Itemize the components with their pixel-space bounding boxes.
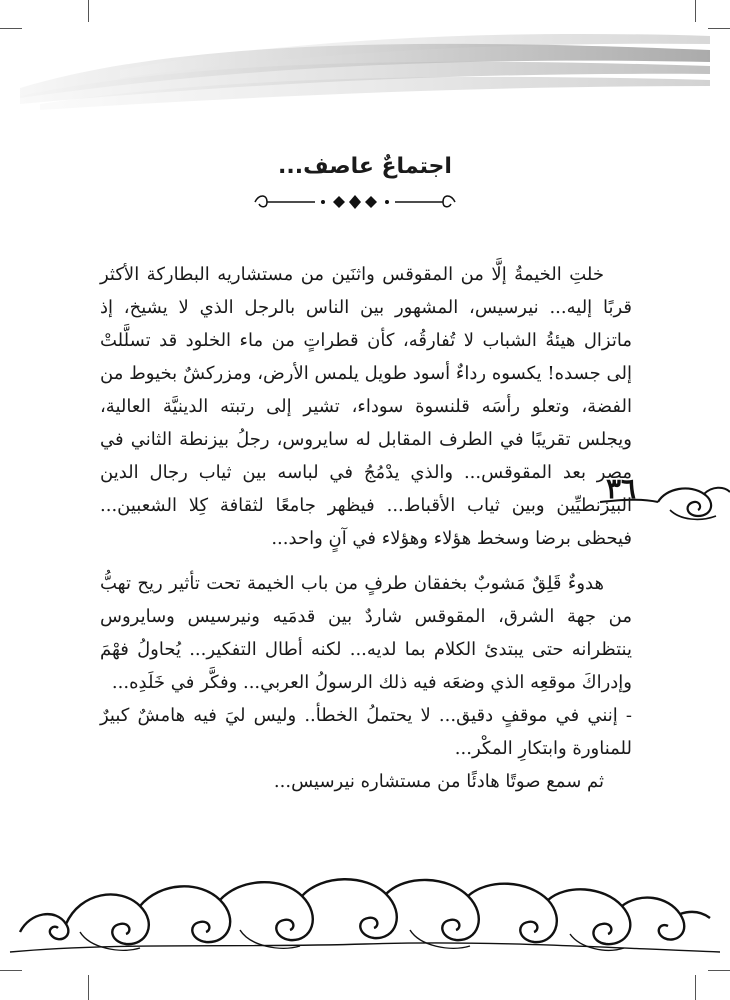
dialogue-line: - إنني في موقفٍ دقيق... لا يحتملُ الخطأ.. وليس ليَ فيه هامشٌ كبيرٌ للمناورة وابتكارِ المكْر... (100, 705, 632, 759)
chapter-body (100, 258, 632, 798)
chapter-title: اجتماعٌ عاصف... (278, 154, 452, 179)
body-paragraph: خلتِ الخيمةُ إلَّا من المقوقس واثنَين من مستشاريه البطاركة الأكثر قربًا إليه... نيرسيس، المشهور بين الناس بالرجل الذي لا يشيخ، إذ ماتزال هيئةُ الشباب لا تُفارقُه، كأن قطراتٍ من ماء الخلود قد تسلَّلتْ إلى جسده! يكسوه رداءٌ أسود طويل يلمس الأرض، ومزركشٌ بخيوط من الفضة، وتعلو رأسَه قلنسوة سوداء، تشير إلى رتبته الدينيَّة العالية، ويجلس تقريبًا في الطرف المقابل له سايروس، رجلُ بيزنطة الثاني في مصر بعد المقوقس... والذي يدْمُجُ في لباسه بين ثياب رجال الدين البيزنطيِّين وبين ثياب الأقباط... فيظهر جامعًا لثقافة كِلا الشعبين... فيحظى برضا وسخط هؤلاء وهؤلاء في آنٍ واحد... (100, 264, 632, 549)
page-number: ٣٦ (606, 472, 637, 505)
header-swoosh-decoration (0, 0, 730, 130)
body-paragraph: هدوءٌ قَلِقٌ مَشوبٌ بخفقان طرفٍ من باب الخيمة تحت تأثير ريح تهبُّ من جهة الشرق، المقوقس شاردٌ بين قدمَيه ونيرسيس وسايروس ينتظرانه حتى يبتدئ الكلام بما لديه... لكنه أطال التفكير... يُحاولُ فهْمَ وإدراكَ موقعِه الذي وضعَه فيه ذلك الرسولُ العربي... وفكَّر في خَلَدِه... (100, 573, 632, 693)
crop-mark (708, 970, 730, 971)
crop-mark (88, 975, 89, 1000)
title-ornament-divider (245, 190, 465, 214)
crop-mark (695, 975, 696, 1000)
footer-waves-decoration (0, 872, 730, 962)
closing-line: ثم سمع صوتًا هادئًا من مستشاره نيرسيس... (273, 771, 604, 792)
crop-mark (0, 970, 22, 971)
